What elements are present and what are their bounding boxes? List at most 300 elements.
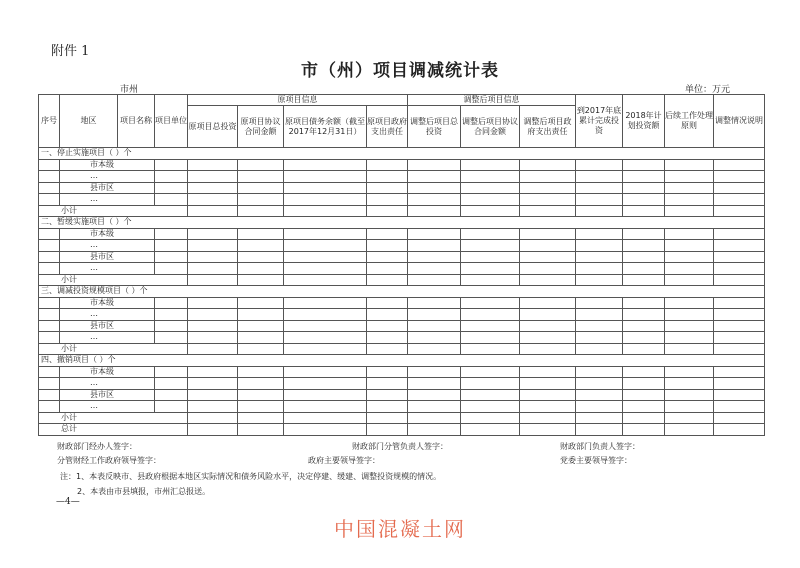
empty-cell <box>623 297 665 309</box>
region-cell: 县市区 <box>60 251 155 263</box>
empty-cell <box>284 194 367 206</box>
empty-cell <box>665 240 714 252</box>
empty-cell <box>714 251 765 263</box>
empty-cell <box>39 159 60 171</box>
empty-cell <box>665 412 714 424</box>
empty-cell <box>461 297 520 309</box>
empty-cell <box>520 159 576 171</box>
empty-cell <box>714 343 765 355</box>
sig-party-main-leader: 党委主要领导签字： <box>560 456 632 465</box>
unit-label: 单位：万元 <box>684 85 730 95</box>
sig-gov-main-leader: 政府主要领导签字： <box>308 456 380 465</box>
empty-cell <box>461 378 520 390</box>
empty-cell <box>520 240 576 252</box>
empty-cell <box>155 194 188 206</box>
empty-cell <box>188 228 238 240</box>
total-cell: 总计 <box>39 424 188 436</box>
empty-cell <box>155 389 188 401</box>
empty-cell <box>461 366 520 378</box>
empty-cell <box>188 309 238 321</box>
empty-cell <box>39 182 60 194</box>
empty-cell <box>461 263 520 275</box>
empty-cell <box>188 343 238 355</box>
empty-cell <box>188 263 238 275</box>
empty-cell <box>238 320 284 332</box>
empty-cell <box>39 263 60 275</box>
col-orig-contract-amount: 原项目协议合同金额 <box>238 106 284 148</box>
sig-gov-finance-leader: 分管财经工作政府领导签字： <box>57 456 161 465</box>
empty-cell <box>188 205 238 217</box>
empty-cell <box>623 263 665 275</box>
empty-cell <box>155 378 188 390</box>
empty-cell <box>576 251 623 263</box>
empty-cell <box>714 171 765 183</box>
empty-cell <box>520 228 576 240</box>
empty-cell <box>520 320 576 332</box>
empty-cell <box>623 182 665 194</box>
empty-cell <box>188 320 238 332</box>
empty-cell <box>284 251 367 263</box>
empty-cell <box>665 309 714 321</box>
empty-cell <box>367 320 408 332</box>
empty-cell <box>576 320 623 332</box>
empty-cell <box>188 240 238 252</box>
empty-cell <box>714 263 765 275</box>
empty-cell <box>367 182 408 194</box>
empty-cell <box>665 182 714 194</box>
empty-cell <box>408 274 461 286</box>
empty-cell <box>238 194 284 206</box>
empty-cell <box>284 205 367 217</box>
empty-cell <box>665 343 714 355</box>
empty-cell <box>576 171 623 183</box>
empty-cell <box>520 182 576 194</box>
group-adjusted-info: 调整后项目信息 <box>408 95 576 106</box>
empty-cell <box>284 297 367 309</box>
empty-cell <box>665 401 714 413</box>
empty-cell <box>39 194 60 206</box>
region-cell: 县市区 <box>60 320 155 332</box>
empty-cell <box>623 332 665 344</box>
empty-cell <box>238 343 284 355</box>
region-cell: 市本级 <box>60 297 155 309</box>
empty-cell <box>367 240 408 252</box>
empty-cell <box>367 171 408 183</box>
subtotal-cell: 小计 <box>39 274 188 286</box>
empty-cell <box>576 343 623 355</box>
empty-cell <box>714 228 765 240</box>
empty-cell <box>238 171 284 183</box>
empty-cell <box>520 332 576 344</box>
empty-cell <box>238 366 284 378</box>
empty-cell <box>408 332 461 344</box>
empty-cell <box>623 378 665 390</box>
empty-cell <box>188 332 238 344</box>
empty-cell <box>155 297 188 309</box>
empty-cell <box>188 274 238 286</box>
empty-cell <box>367 343 408 355</box>
empty-cell <box>461 332 520 344</box>
empty-cell <box>238 274 284 286</box>
empty-cell <box>155 251 188 263</box>
empty-cell <box>39 332 60 344</box>
empty-cell <box>714 274 765 286</box>
empty-cell <box>576 309 623 321</box>
empty-cell <box>284 332 367 344</box>
section-title: 二、暂缓实施项目（ ）个 <box>39 217 765 229</box>
empty-cell <box>665 366 714 378</box>
empty-cell <box>408 159 461 171</box>
empty-cell <box>238 263 284 275</box>
empty-cell <box>408 240 461 252</box>
region-cell: … <box>60 378 155 390</box>
subtotal-cell: 小计 <box>39 412 188 424</box>
empty-cell <box>623 389 665 401</box>
region-cell: … <box>60 309 155 321</box>
empty-cell <box>714 159 765 171</box>
empty-cell <box>408 205 461 217</box>
empty-cell <box>238 309 284 321</box>
empty-cell <box>576 263 623 275</box>
empty-cell <box>576 389 623 401</box>
col-adj-gov-liability: 调整后项目政府支出责任 <box>520 106 576 148</box>
empty-cell <box>576 378 623 390</box>
empty-cell <box>188 182 238 194</box>
empty-cell <box>367 309 408 321</box>
region-cell: 县市区 <box>60 182 155 194</box>
empty-cell <box>188 378 238 390</box>
form-title: 市（州）项目调减统计表 <box>301 61 499 81</box>
empty-cell <box>520 412 576 424</box>
empty-cell <box>714 378 765 390</box>
group-original-info: 原项目信息 <box>188 95 408 106</box>
empty-cell <box>623 171 665 183</box>
empty-cell <box>367 205 408 217</box>
col-orig-gov-liability: 原项目政府支出责任 <box>367 106 408 148</box>
empty-cell <box>576 412 623 424</box>
empty-cell <box>520 263 576 275</box>
empty-cell <box>367 263 408 275</box>
footnotes <box>60 469 441 499</box>
empty-cell <box>284 159 367 171</box>
sig-finance-head: 财政部门负责人签字： <box>560 442 640 451</box>
subtotal-cell: 小计 <box>39 205 188 217</box>
empty-cell <box>461 171 520 183</box>
region-cell: 县市区 <box>60 389 155 401</box>
empty-cell <box>520 309 576 321</box>
col-project-unit: 项目单位 <box>155 95 188 148</box>
empty-cell <box>665 159 714 171</box>
empty-cell <box>238 389 284 401</box>
empty-cell <box>576 401 623 413</box>
empty-cell <box>155 309 188 321</box>
empty-cell <box>284 412 367 424</box>
empty-cell <box>408 412 461 424</box>
empty-cell <box>367 228 408 240</box>
empty-cell <box>188 401 238 413</box>
empty-cell <box>238 412 284 424</box>
empty-cell <box>284 401 367 413</box>
empty-cell <box>623 366 665 378</box>
col-seq: 序号 <box>39 95 60 148</box>
footnote-1: 注：1、本表反映市、县政府根据本地区实际情况和债务风险水平，决定停建、缓建、调整投资规模的情况。 <box>60 472 442 481</box>
empty-cell <box>714 182 765 194</box>
empty-cell <box>238 401 284 413</box>
empty-cell <box>39 366 60 378</box>
empty-cell <box>238 424 284 436</box>
empty-cell <box>623 240 665 252</box>
empty-cell <box>623 228 665 240</box>
empty-cell <box>39 401 60 413</box>
adjustment-table <box>38 94 765 436</box>
empty-cell <box>520 343 576 355</box>
empty-cell <box>188 171 238 183</box>
empty-cell <box>461 274 520 286</box>
empty-cell <box>155 263 188 275</box>
empty-cell <box>714 401 765 413</box>
col-project-name: 项目名称 <box>118 95 155 148</box>
empty-cell <box>284 171 367 183</box>
empty-cell <box>576 274 623 286</box>
empty-cell <box>665 171 714 183</box>
empty-cell <box>238 159 284 171</box>
empty-cell <box>408 401 461 413</box>
empty-cell <box>623 274 665 286</box>
empty-cell <box>576 332 623 344</box>
empty-cell <box>238 228 284 240</box>
empty-cell <box>408 263 461 275</box>
empty-cell <box>39 309 60 321</box>
empty-cell <box>461 424 520 436</box>
col-orig-debt-balance: 原项目债务余额（截至2017年12月31日） <box>284 106 367 148</box>
empty-cell <box>714 366 765 378</box>
empty-cell <box>714 194 765 206</box>
empty-cell <box>576 228 623 240</box>
empty-cell <box>520 389 576 401</box>
empty-cell <box>155 320 188 332</box>
empty-cell <box>408 228 461 240</box>
empty-cell <box>238 297 284 309</box>
empty-cell <box>284 240 367 252</box>
empty-cell <box>155 228 188 240</box>
empty-cell <box>238 205 284 217</box>
empty-cell <box>665 320 714 332</box>
empty-cell <box>188 389 238 401</box>
empty-cell <box>520 424 576 436</box>
city-label: 市州 <box>120 85 139 95</box>
empty-cell <box>623 412 665 424</box>
empty-cell <box>238 182 284 194</box>
empty-cell <box>188 424 238 436</box>
col-adj-total-investment: 调整后项目总投资 <box>408 106 461 148</box>
empty-cell <box>408 424 461 436</box>
empty-cell <box>367 378 408 390</box>
empty-cell <box>238 332 284 344</box>
empty-cell <box>714 205 765 217</box>
empty-cell <box>520 205 576 217</box>
subtotal-cell: 小计 <box>39 343 188 355</box>
empty-cell <box>367 159 408 171</box>
empty-cell <box>408 171 461 183</box>
empty-cell <box>576 424 623 436</box>
empty-cell <box>665 378 714 390</box>
col-adjustment-note: 调整情况说明 <box>714 95 765 148</box>
page-number: —4— <box>56 497 80 507</box>
empty-cell <box>665 389 714 401</box>
empty-cell <box>188 251 238 263</box>
empty-cell <box>623 309 665 321</box>
empty-cell <box>367 424 408 436</box>
region-cell: … <box>60 171 155 183</box>
empty-cell <box>623 343 665 355</box>
empty-cell <box>284 378 367 390</box>
col-plan-2018: 2018年计划投资额 <box>623 95 665 148</box>
empty-cell <box>665 263 714 275</box>
empty-cell <box>367 366 408 378</box>
region-cell: … <box>60 240 155 252</box>
empty-cell <box>238 378 284 390</box>
empty-cell <box>39 240 60 252</box>
empty-cell <box>284 309 367 321</box>
col-cumulative-investment: 到2017年底累计完成投资 <box>576 95 623 148</box>
empty-cell <box>155 240 188 252</box>
empty-cell <box>461 194 520 206</box>
empty-cell <box>623 205 665 217</box>
empty-cell <box>576 182 623 194</box>
region-cell: … <box>60 332 155 344</box>
region-cell: 市本级 <box>60 228 155 240</box>
empty-cell <box>408 389 461 401</box>
empty-cell <box>520 194 576 206</box>
empty-cell <box>461 309 520 321</box>
empty-cell <box>284 228 367 240</box>
empty-cell <box>155 332 188 344</box>
empty-cell <box>39 320 60 332</box>
empty-cell <box>284 320 367 332</box>
empty-cell <box>714 309 765 321</box>
empty-cell <box>520 171 576 183</box>
col-region: 地区 <box>60 95 118 148</box>
empty-cell <box>408 320 461 332</box>
empty-cell <box>188 297 238 309</box>
empty-cell <box>576 240 623 252</box>
region-cell: … <box>60 194 155 206</box>
empty-cell <box>714 332 765 344</box>
empty-cell <box>408 343 461 355</box>
empty-cell <box>155 159 188 171</box>
empty-cell <box>623 251 665 263</box>
section-title: 三、调减投资规模项目（ ）个 <box>39 286 765 298</box>
empty-cell <box>238 240 284 252</box>
empty-cell <box>461 251 520 263</box>
empty-cell <box>367 401 408 413</box>
empty-cell <box>461 182 520 194</box>
empty-cell <box>39 228 60 240</box>
empty-cell <box>520 251 576 263</box>
empty-cell <box>238 251 284 263</box>
empty-cell <box>520 401 576 413</box>
sig-finance-deputy-head: 财政部门分管负责人签字： <box>352 442 448 451</box>
empty-cell <box>408 297 461 309</box>
empty-cell <box>520 274 576 286</box>
empty-cell <box>665 251 714 263</box>
empty-cell <box>408 182 461 194</box>
empty-cell <box>623 424 665 436</box>
empty-cell <box>520 297 576 309</box>
empty-cell <box>576 159 623 171</box>
empty-cell <box>367 389 408 401</box>
empty-cell <box>461 205 520 217</box>
region-cell: … <box>60 401 155 413</box>
empty-cell <box>284 274 367 286</box>
empty-cell <box>520 378 576 390</box>
empty-cell <box>367 412 408 424</box>
empty-cell <box>461 159 520 171</box>
empty-cell <box>461 240 520 252</box>
sig-finance-handler: 财政部门经办人签字： <box>57 442 137 451</box>
empty-cell <box>714 240 765 252</box>
empty-cell <box>623 401 665 413</box>
empty-cell <box>284 182 367 194</box>
empty-cell <box>461 389 520 401</box>
empty-cell <box>576 205 623 217</box>
section-title: 一、停止实施项目（ ）个 <box>39 148 765 160</box>
empty-cell <box>408 251 461 263</box>
empty-cell <box>461 401 520 413</box>
empty-cell <box>155 171 188 183</box>
empty-cell <box>714 297 765 309</box>
empty-cell <box>39 378 60 390</box>
empty-cell <box>461 228 520 240</box>
empty-cell <box>461 320 520 332</box>
empty-cell <box>623 159 665 171</box>
col-followup-principle: 后续工作处理原则 <box>665 95 714 148</box>
empty-cell <box>367 297 408 309</box>
region-cell: 市本级 <box>60 159 155 171</box>
empty-cell <box>155 182 188 194</box>
empty-cell <box>408 378 461 390</box>
region-cell: 市本级 <box>60 366 155 378</box>
empty-cell <box>188 366 238 378</box>
empty-cell <box>408 309 461 321</box>
empty-cell <box>284 424 367 436</box>
empty-cell <box>367 274 408 286</box>
col-orig-total-investment: 原项目总投资 <box>188 106 238 148</box>
empty-cell <box>367 332 408 344</box>
empty-cell <box>367 251 408 263</box>
empty-cell <box>155 401 188 413</box>
empty-cell <box>39 251 60 263</box>
col-adj-contract-amount: 调整后项目协议合同金额 <box>461 106 520 148</box>
empty-cell <box>623 320 665 332</box>
empty-cell <box>665 274 714 286</box>
watermark: 中国混凝土网 <box>334 517 466 541</box>
empty-cell <box>714 320 765 332</box>
empty-cell <box>665 424 714 436</box>
empty-cell <box>714 389 765 401</box>
section-title: 四、撤销项目（ ）个 <box>39 355 765 367</box>
empty-cell <box>155 366 188 378</box>
empty-cell <box>576 366 623 378</box>
empty-cell <box>39 171 60 183</box>
empty-cell <box>714 412 765 424</box>
empty-cell <box>284 343 367 355</box>
empty-cell <box>284 263 367 275</box>
empty-cell <box>576 297 623 309</box>
empty-cell <box>284 366 367 378</box>
empty-cell <box>367 194 408 206</box>
empty-cell <box>188 412 238 424</box>
